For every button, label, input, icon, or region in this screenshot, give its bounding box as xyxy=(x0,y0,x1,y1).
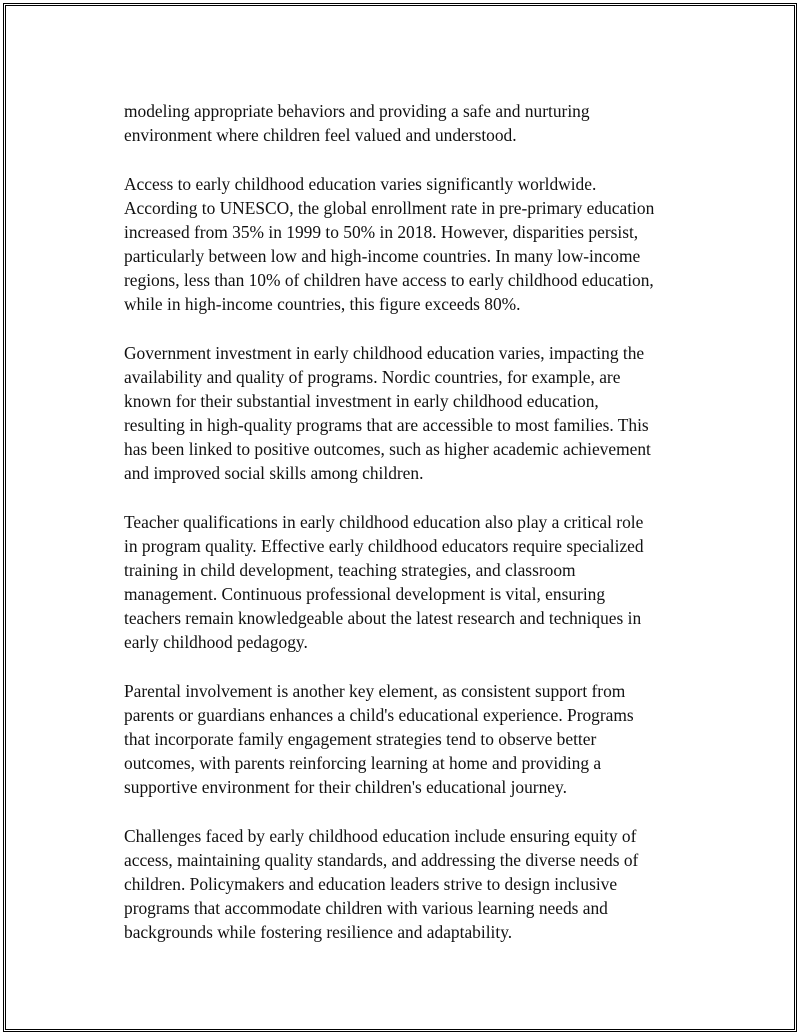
paragraph-continuation: modeling appropriate behaviors and providing a safe and nurturing environment where children feel valued and understood. xyxy=(124,101,590,145)
paragraph-teacher-qualifications: Teacher qualifications in early childhood education also play a critical role in program quality. Effective early childhood educators require specialized training in child development, teaching strategies, and classroom management. Continuous professional development is vital, ensuring teachers remain knowledgeable about the latest research and techniques in early childhood pedagogy. xyxy=(124,512,644,652)
paragraph-challenges: Challenges faced by early childhood education include ensuring equity of access, maintaining quality standards, and addressing the diverse needs of children. Policymakers and education leaders strive to design inclusive programs that accommodate children with various learning needs and backgrounds while fostering resilience and adaptability. xyxy=(124,826,639,942)
paragraph-parental-involvement: Parental involvement is another key element, as consistent support from parents or guardians enhances a child's educational experience. Programs that incorporate family engagement strategies tend to observe better outcomes, with parents reinforcing learning at home and providing a supportive environment for their children's educational journey. xyxy=(124,681,634,797)
paragraph-investment: Government investment in early childhood education varies, impacting the availability and quality of programs. Nordic countries, for example, are known for their substantial investment in early childhood education, resulting in high-quality programs that are accessible to most families. This has been linked to positive outcomes, such as higher academic achievement and improved social skills among children. xyxy=(124,343,651,483)
document-body xyxy=(124,99,704,969)
page-border xyxy=(3,3,797,1032)
paragraph-access: Access to early childhood education varies significantly worldwide. According to UNESCO, the global enrollment rate in pre-primary education increased from 35% in 1999 to 50% in 2018. However, disparities persist, particularly between low and high-income countries. In many low-income regions, less than 10% of children have access to early childhood education, while in high-income countries, this figure exceeds 80%. xyxy=(124,174,655,314)
